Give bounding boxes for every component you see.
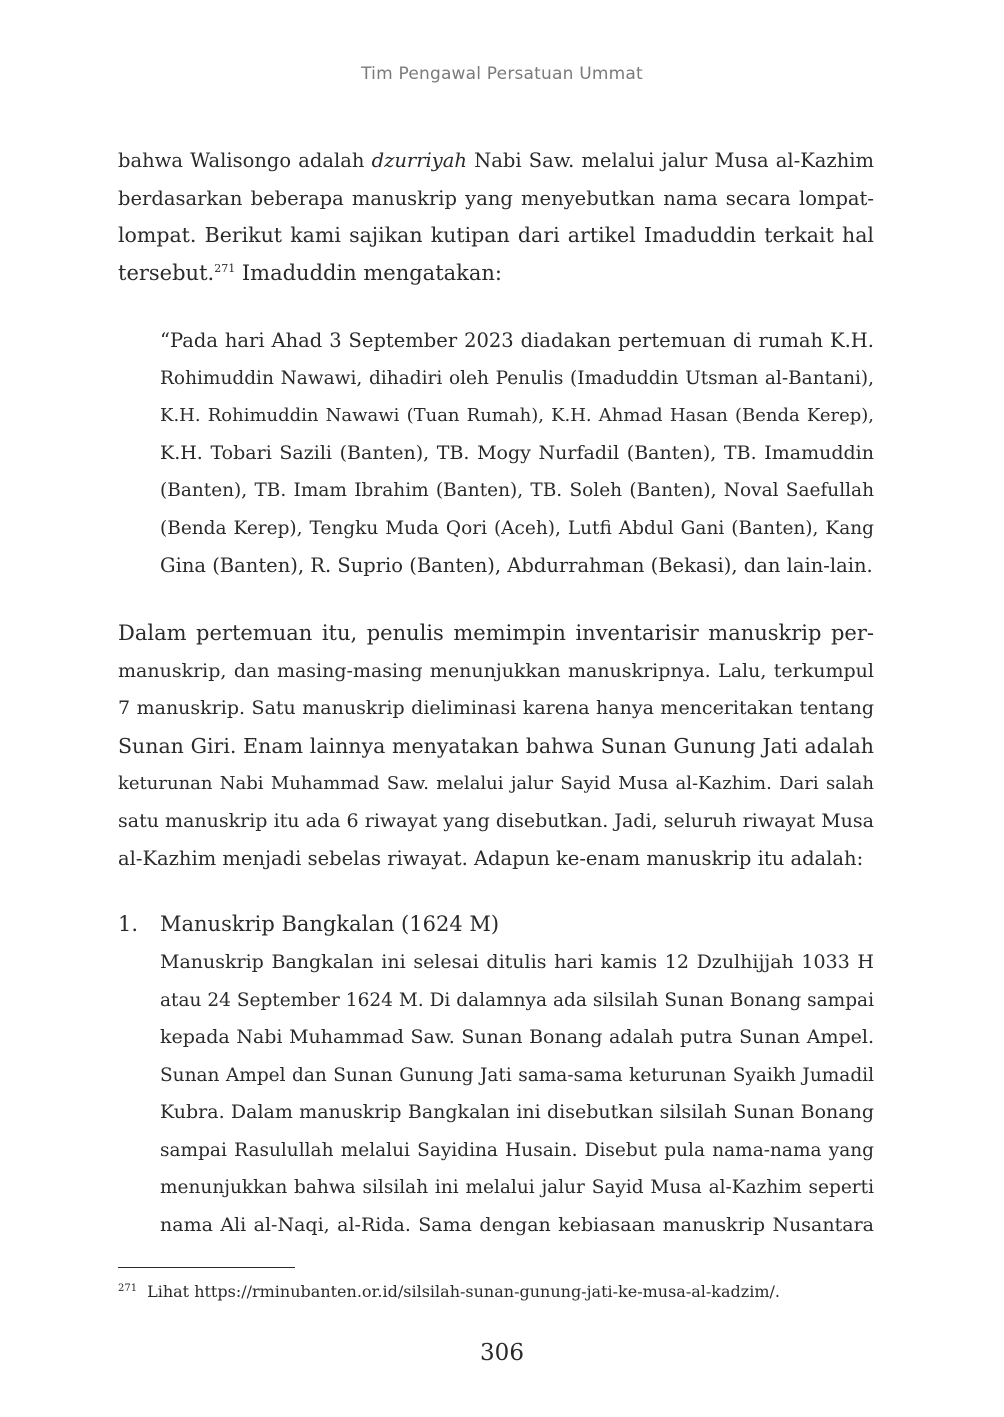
body-paragraph (118, 615, 874, 878)
text-line: atau 24 September 1624 M. Di dalamnya ada silsilah Sunan Bonang sampai (160, 989, 874, 1011)
text-line: 7 manuskrip. Satu manuskrip dieliminasi karena hanya menceritakan tentang (118, 697, 874, 719)
footnote-number: 271 (118, 1283, 138, 1294)
quote-line: (Benda Kerep), Tengku Muda Qori (Aceh), Lutfi Abdul Gani (Banten), Kang (160, 517, 874, 539)
list-item-number: 1. (118, 912, 139, 936)
text-line: manuskrip, dan masing-masing menunjukkan manuskripnya. Lalu, terkumpul (118, 659, 874, 682)
footnote-divider (118, 1267, 295, 1268)
quote-line: “Pada hari Ahad 3 September 2023 diadakan pertemuan di rumah K.H. (160, 329, 874, 352)
text-line: nama Ali al-Naqi, al-Rida. Sama dengan kebiasaan manuskrip Nusantara (160, 1213, 874, 1236)
running-head: Tim Pengawal Persatuan Ummat (361, 64, 643, 84)
text-line: tersebut.$^{271}$ Imaduddin mengatakan: (118, 260, 503, 285)
text-line: berdasarkan beberapa manuskrip yang menyebutkan nama secara lompat- (118, 186, 874, 210)
list-item-title: Manuskrip Bangkalan (1624 M) (160, 912, 500, 936)
quote-line: (Banten), TB. Imam Ibrahim (Banten), TB. Soleh (Banten), Noval Saefullah (160, 480, 874, 501)
intro-paragraph (118, 142, 874, 292)
text-line: al-Kazhim menjadi sebelas riwayat. Adapun ke-enam manuskrip itu adalah: (118, 847, 864, 870)
text-line: Manuskrip Bangkalan ini selesai ditulis hari kamis 12 Dzulhijjah 1033 H (160, 951, 874, 973)
text-line: Sunan Giri. Enam lainnya menyatakan bahwa Sunan Gunung Jati adalah (118, 733, 874, 758)
footnote-reference[interactable]: 271 (214, 261, 236, 275)
text-line: satu manuskrip itu ada 6 riwayat yang disebutkan. Jadi, seluruh riwayat Musa (118, 809, 874, 832)
text-line: menunjukkan bahwa silsilah ini melalui jalur Sayid Musa al-Kazhim seperti (160, 1177, 874, 1198)
list-item-body (160, 944, 874, 1244)
text-line: lompat. Berikut kami sajikan kutipan dari artikel Imaduddin terkait hal (118, 223, 874, 247)
quote-line: Gina (Banten), R. Suprio (Banten), Abdurrahman (Bekasi), dan lain-lain. (160, 554, 873, 577)
quote-line: K.H. Tobari Sazili (Banten), TB. Mogy Nurfadil (Banten), TB. Imamuddin (160, 441, 874, 464)
text-line: Kubra. Dalam manuskrip Bangkalan ini disebutkan silsilah Sunan Bonang (160, 1101, 874, 1123)
text-line: bahwa Walisongo adalah dzurriyah Nabi Saw. melalui jalur Musa al-Kazhim (118, 149, 874, 172)
page-number: 306 (480, 1340, 524, 1366)
text-line: kepada Nabi Muhammad Saw. Sunan Bonang adalah putra Sunan Ampel. (160, 1026, 874, 1048)
footnote (118, 1280, 874, 1304)
text-line: sampai Rasulullah melalui Sayidina Husain. Disebut pula nama-nama yang (160, 1139, 874, 1161)
text-line: Dalam pertemuan itu, penulis memimpin inventarisir manuskrip per- (118, 621, 874, 645)
footnote-link-text[interactable]: Lihat https://rminubanten.or.id/silsilah-sunan-gunung-jati-ke-musa-al-kadzim/. (147, 1282, 780, 1301)
quote-line: Rohimuddin Nawawi, dihadiri oleh Penulis (Imaduddin Utsman al-Bantani), (160, 367, 874, 389)
quote-line: K.H. Rohimuddin Nawawi (Tuan Rumah), K.H. Ahmad Hasan (Benda Kerep), (160, 405, 874, 426)
text-line: keturunan Nabi Muhammad Saw. melalui jalur Sayid Musa al-Kazhim. Dari salah (118, 773, 874, 794)
block-quote (160, 322, 874, 585)
text-line: Sunan Ampel dan Sunan Gunung Jati sama-sama keturunan Syaikh Jumadil (160, 1064, 874, 1086)
